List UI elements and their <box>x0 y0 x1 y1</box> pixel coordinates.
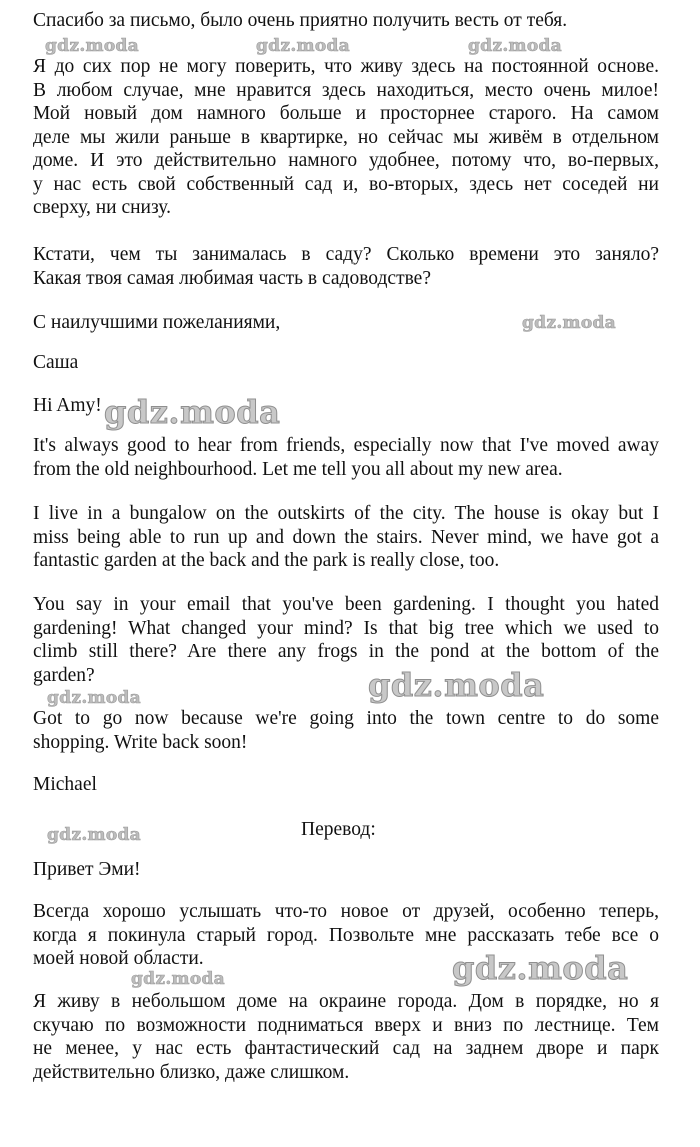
text-line: доме. И это действительно намного удобнее, потому что, во-первых, <box>33 150 659 171</box>
tr-paragraph-2 <box>33 990 659 1084</box>
text-line: Какая твоя самая любимая часть в садоводстве? <box>33 267 431 289</box>
text-line: Я живу в небольшом доме на окраине города. Дом в порядке, но я <box>33 991 659 1012</box>
text-line: Кстати, чем ты занималась в саду? Сколько времени это заняло? <box>33 244 659 265</box>
text-line: Привет Эми! <box>33 859 141 880</box>
text-line: В любом случае, мне нравится здесь находиться, место очень милое! <box>33 79 659 101</box>
text-line: shopping. Write back soon! <box>33 731 248 753</box>
text-line: действительно близко, даже слишком. <box>33 1061 350 1083</box>
tr-greeting <box>33 858 659 882</box>
translation-heading: Перевод: <box>301 819 376 840</box>
ru-paragraph-1 <box>33 9 659 33</box>
watermark: gdz.moda <box>45 36 139 56</box>
watermark: gdz.moda <box>468 36 562 56</box>
text-line: Спасибо за письмо, было очень приятно получить весть от тебя. <box>33 10 568 31</box>
ru-signature <box>33 351 659 375</box>
text-line: Hi Amy! <box>33 395 102 416</box>
en-paragraph-4 <box>33 707 659 754</box>
watermark: gdz.moda <box>452 949 629 987</box>
watermark: gdz.moda <box>47 688 141 708</box>
text-line: не менее, у нас есть фантастический сад на заднем дворе и парк <box>33 1038 659 1059</box>
text-line: I live in a bungalow on the outskirts of the city. The house is okay but I <box>33 503 659 524</box>
text-line: It's always good to hear from friends, especially now that I've moved away <box>33 435 659 456</box>
text-line: You say in your email that you've been gardening. I thought you hated <box>33 594 659 615</box>
text-line: Michael <box>33 774 97 795</box>
text-line: garden? <box>33 664 95 686</box>
watermark: gdz.moda <box>104 393 281 431</box>
watermark: gdz.moda <box>47 825 141 845</box>
ru-paragraph-3 <box>33 243 659 290</box>
text-line: деле мы жили раньше в квартирке, но сейчас мы живём в отдельном <box>33 126 659 148</box>
watermark: gdz.moda <box>368 666 545 704</box>
text-line: Got to go now because we're going into the town centre to do some <box>33 708 659 729</box>
text-line: Мой новый дом намного больше и просторнее старого. На самом <box>33 103 659 124</box>
text-line: gardening! What changed your mind? Is that big tree which we used to <box>33 617 659 639</box>
text-line: моей новой области. <box>33 948 204 969</box>
en-paragraph-2 <box>33 502 659 573</box>
text-line: Саша <box>33 352 79 373</box>
watermark: gdz.moda <box>256 36 350 56</box>
watermark: gdz.moda <box>131 969 225 989</box>
text-line: fantastic garden at the back and the park is really close, too. <box>33 550 500 571</box>
en-paragraph-1 <box>33 434 659 481</box>
text-line: Я до сих пор не могу поверить, что живу здесь на постоянной основе. <box>33 56 659 77</box>
en-paragraph-3 <box>33 593 659 687</box>
text-line: скучаю по возможности подниматься вверх и вниз по лестнице. Тем <box>33 1014 659 1036</box>
text-line: у нас есть свой собственный сад и, во-вторых, здесь нет соседей ни <box>33 173 659 195</box>
text-line: Всегда хорошо услышать что-то новое от друзей, особенно теперь, <box>33 901 659 922</box>
text-line: когда я покинула старый город. Позвольте мне рассказать тебе все о <box>33 924 659 946</box>
watermark: gdz.moda <box>522 313 616 333</box>
ru-paragraph-2 <box>33 55 659 220</box>
text-line: miss being able to run up and down the stairs. Never mind, we have got a <box>33 526 659 548</box>
text-line: from the old neighbourhood. Let me tell you all about my new area. <box>33 458 563 480</box>
en-signature <box>33 773 659 797</box>
text-line: С наилучшими пожеланиями, <box>33 312 281 333</box>
text-line: сверху, ни снизу. <box>33 197 171 218</box>
text-line: climb still there? Are there any frogs in the pond at the bottom of the <box>33 641 659 662</box>
